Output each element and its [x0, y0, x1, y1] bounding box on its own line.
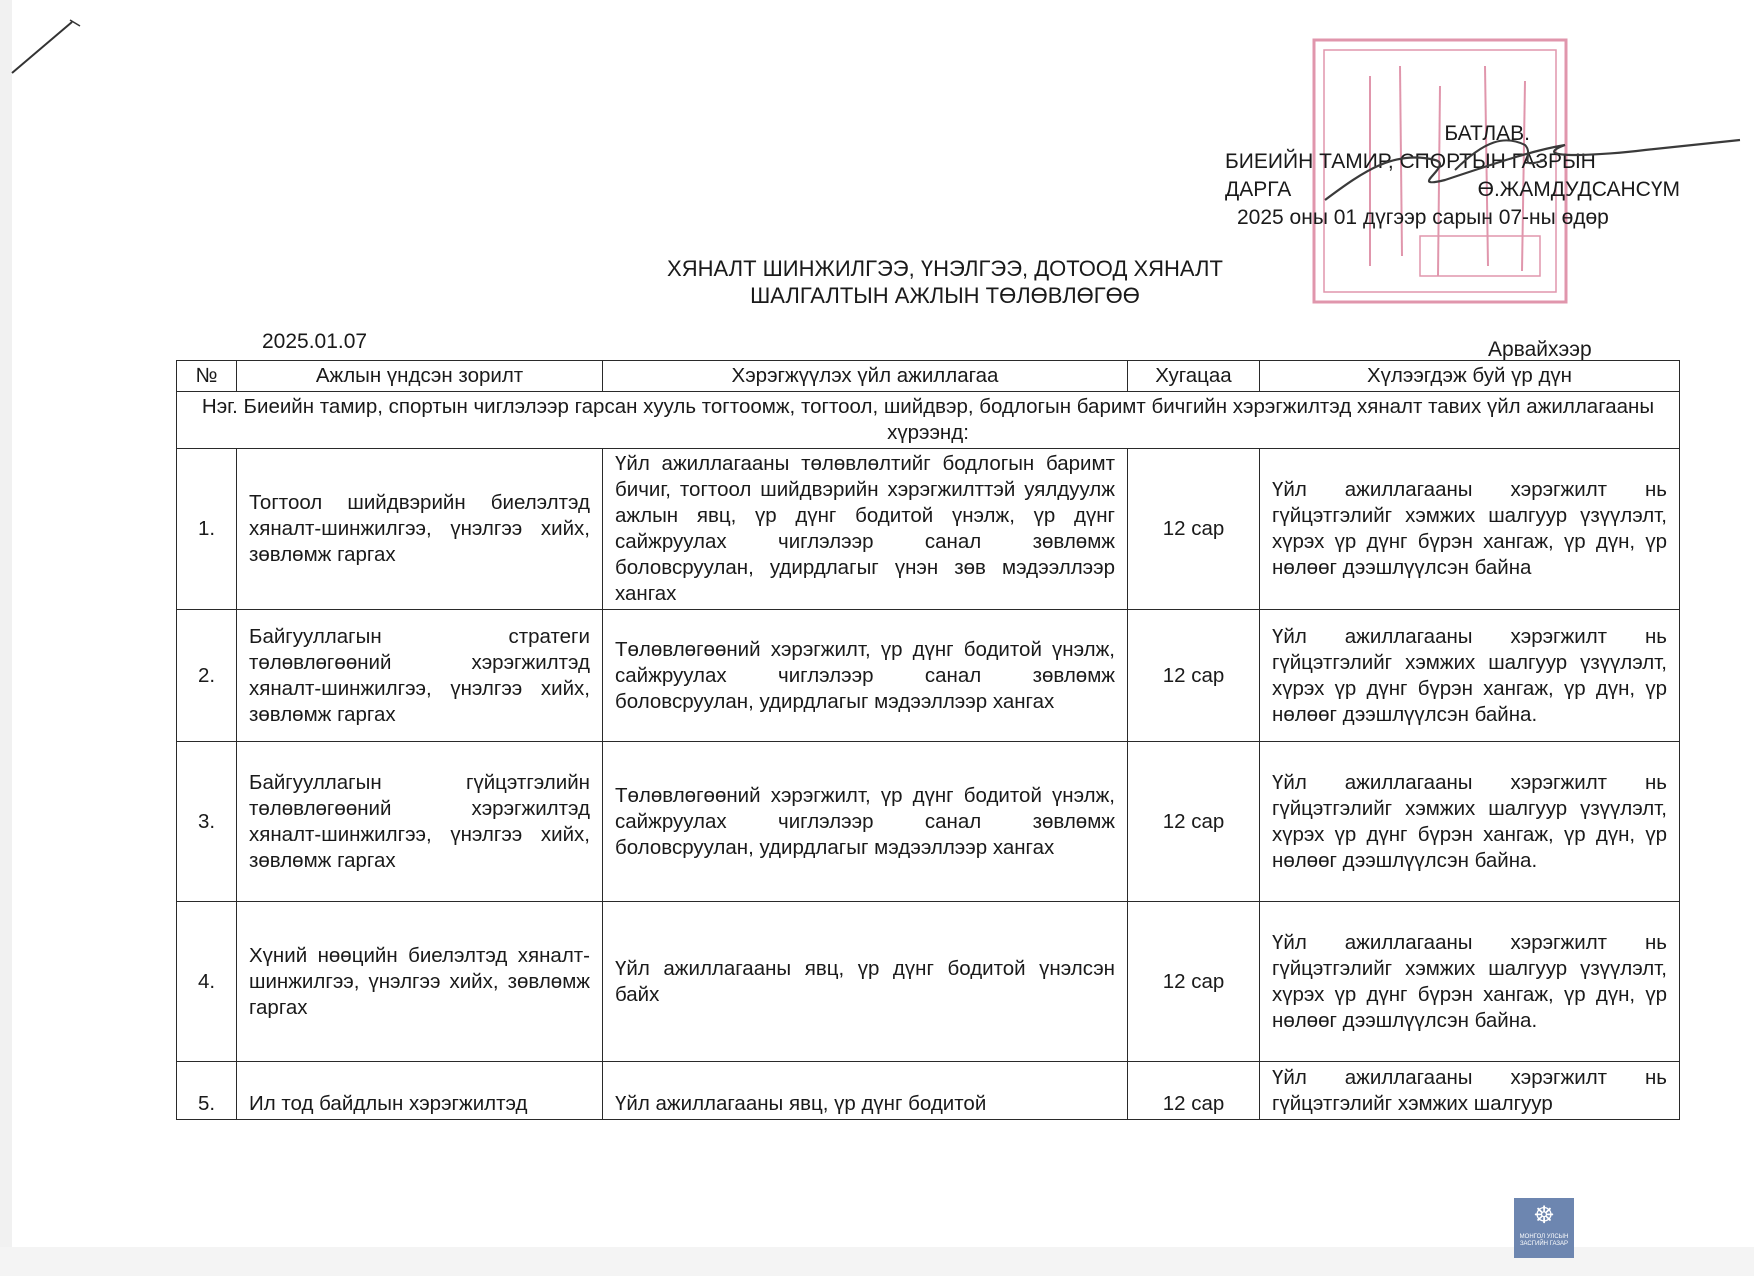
row-goal: Байгууллагын гүйцэтгэлийн төлөвлөгөөний хэрэгжилтэд хяналт-шинжилгээ, үнэлгээ хийх, зөвлөмж гаргах — [237, 742, 603, 902]
row-goal: Тогтоол шийдвэрийн биелэлтэд хяналт-шинжилгээ, үнэлгээ хийх, зөвлөмж гаргах — [237, 449, 603, 610]
logo-line-2: ЗАСГИЙН ГАЗАР — [1519, 1241, 1569, 1247]
table-row — [177, 902, 1680, 1062]
row-number: 2. — [177, 610, 237, 742]
scan-edge-bottom — [0, 1247, 1754, 1276]
row-result: Үйл ажиллагааны хэрэгжилт нь гүйцэтгэлийг хэмжих шалгуур үзүүлэлт, хүрэх үр дүнг бүрэн хангаж, үр дүн, үр нөлөөг дээшлүүлсэн байна — [1260, 449, 1680, 610]
row-duration: 12 сар — [1128, 1062, 1260, 1120]
table-row — [177, 610, 1680, 742]
row-number: 1. — [177, 449, 237, 610]
approve-date: 2025 оны 01 дүгээр сарын 07-ны өдөр — [1237, 206, 1609, 229]
approve-position: ДАРГА — [1225, 178, 1292, 201]
handwritten-signature — [1305, 130, 1745, 210]
approve-word: БАТЛАВ. — [1444, 122, 1530, 145]
row-activity: Үйл ажиллагааны явц, үр дүнг бодитой — [603, 1062, 1128, 1120]
row-result: Үйл ажиллагааны хэрэгжилт нь гүйцэтгэлийг хэмжих шалгуур үзүүлэлт, хүрэх үр дүнг бүрэн хангаж, үр дүн, үр нөлөөг дээшлүүлсэн байна. — [1260, 902, 1680, 1062]
pen-mark — [10, 18, 90, 78]
title-line-1: ХЯНАЛТ ШИНЖИЛГЭЭ, ҮНЭЛГЭЭ, ДОТООД ХЯНАЛТ — [667, 256, 1223, 281]
table-row — [177, 449, 1680, 610]
section-heading: Нэг. Биеийн тамир, спортын чиглэлээр гарсан хууль тогтоомж, тогтоол, шийдвэр, бодлогын баримт бичгийн хэрэгжилтэд хяналт тавих үйл ажиллагааны хүрээнд: — [177, 392, 1680, 449]
table-header-row — [177, 361, 1680, 392]
document-title — [600, 255, 1290, 309]
plan-table — [176, 360, 1680, 1120]
row-activity: Төлөвлөгөөний хэрэгжилт, үр дүнг бодитой үнэлж, сайжруулах чиглэлээр санал зөвлөмж боловсруулан, удирдлагыг мэдээллээр хангах — [603, 610, 1128, 742]
row-activity: Төлөвлөгөөний хэрэгжилт, үр дүнг бодитой үнэлж, сайжруулах чиглэлээр санал зөвлөмж боловсруулан, удирдлагыг мэдээллээр хангах — [603, 742, 1128, 902]
header-no: № — [177, 361, 237, 392]
plan-place: Арвайхээр — [1488, 338, 1592, 361]
approve-org: БИЕИЙН ТАМИР, СПОРТЫН ГАЗРЫН — [1225, 150, 1596, 173]
row-duration: 12 сар — [1128, 902, 1260, 1062]
row-result: Үйл ажиллагааны хэрэгжилт нь гүйцэтгэлийг хэмжих шалгуур — [1260, 1062, 1680, 1120]
header-duration: Хугацаа — [1128, 361, 1260, 392]
title-line-2: ШАЛГАЛТЫН АЖЛЫН ТӨЛӨВЛӨГӨӨ — [750, 283, 1140, 308]
government-logo — [1514, 1198, 1574, 1258]
plan-date: 2025.01.07 — [262, 330, 368, 353]
header-activity: Хэрэгжүүлэх үйл ажиллагаа — [603, 361, 1128, 392]
row-activity: Үйл ажиллагааны явц, үр дүнг бодитой үнэлсэн байх — [603, 902, 1128, 1062]
row-goal: Ил тод байдлын хэрэгжилтэд — [237, 1062, 603, 1120]
header-result: Хүлээгдэж буй үр дүн — [1260, 361, 1680, 392]
soyombo-icon: ☸ — [1533, 1202, 1555, 1229]
row-number: 4. — [177, 902, 237, 1062]
row-goal: Байгууллагын стратеги төлөвлөгөөний хэрэгжилтэд хяналт-шинжилгээ, үнэлгээ хийх, зөвлөмж гаргах — [237, 610, 603, 742]
header-goal: Ажлын үндсэн зорилт — [237, 361, 603, 392]
row-duration: 12 сар — [1128, 449, 1260, 610]
logo-line-1: МОНГОЛ УЛСЫН — [1519, 1234, 1569, 1240]
row-number: 5. — [177, 1062, 237, 1120]
section-row — [177, 392, 1680, 449]
scan-edge-left — [0, 0, 12, 1276]
row-duration: 12 сар — [1128, 742, 1260, 902]
row-goal: Хүний нөөцийн биелэлтэд хяналт-шинжилгээ, үнэлгээ хийх, зөвлөмж гаргах — [237, 902, 603, 1062]
row-activity: Үйл ажиллагааны төлөвлөлтийг бодлогын баримт бичиг, тогтоол шийдвэрийн хэрэгжилттэй уялдуулж ажлын явц, үр дүнг бодитой үнэлж, үр дүнг сайжруулах чиглэлээр санал зөвлөмж боловсруулан, удирдлагыг үнэн зөв мэдээллээр хангах — [603, 449, 1128, 610]
approve-name: Ө.ЖАМДУДСАНСҮМ — [1477, 178, 1680, 201]
table-row — [177, 1062, 1680, 1120]
row-number: 3. — [177, 742, 237, 902]
row-result: Үйл ажиллагааны хэрэгжилт нь гүйцэтгэлийг хэмжих шалгуур үзүүлэлт, хүрэх үр дүнг бүрэн хангаж, үр дүн, үр нөлөөг дээшлүүлсэн байна. — [1260, 610, 1680, 742]
row-duration: 12 сар — [1128, 610, 1260, 742]
table-row — [177, 742, 1680, 902]
row-result: Үйл ажиллагааны хэрэгжилт нь гүйцэтгэлийг хэмжих шалгуур үзүүлэлт, хүрэх үр дүнг бүрэн хангаж, үр дүн, үр нөлөөг дээшлүүлсэн байна. — [1260, 742, 1680, 902]
